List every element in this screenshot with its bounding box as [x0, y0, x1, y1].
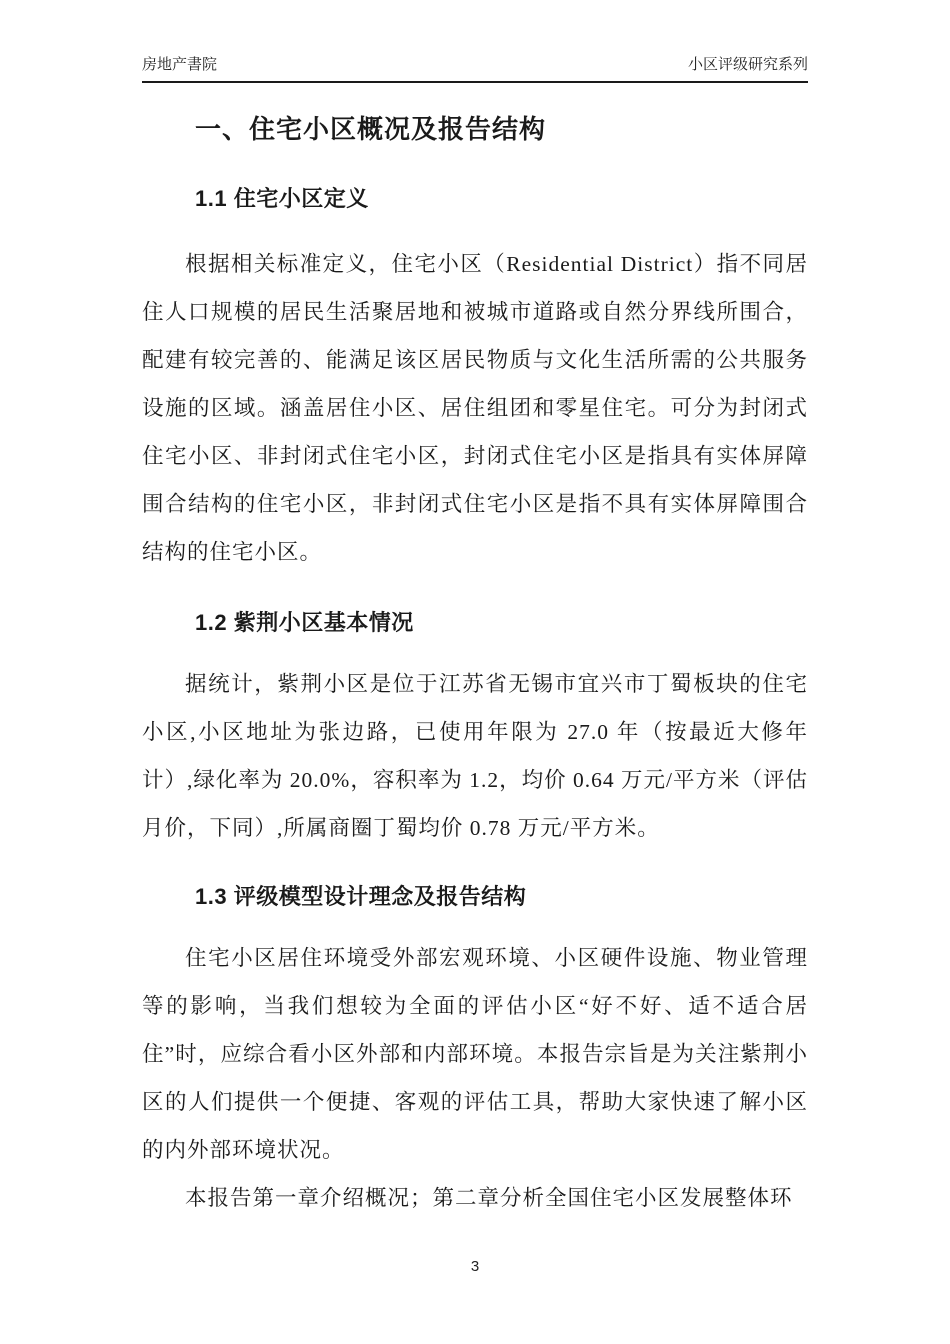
paragraph-model-concept: 住宅小区居住环境受外部宏观环境、小区硬件设施、物业管理等的影响，当我们想较为全面的评估小区“好不好、适不适合居住”时，应综合看小区外部和内部环境。本报告宗旨是为关注紫荆小区的人们提供一个便捷、客观的评估工具，帮助大家快速了解小区的内外部环境状况。	[142, 946, 808, 1162]
page-number: 3	[470, 1258, 480, 1275]
section-body-1-1	[142, 240, 808, 576]
page-header	[142, 56, 808, 83]
page-footer	[0, 1258, 950, 1275]
section-body-1-2	[142, 660, 808, 852]
section-body-1-3	[142, 934, 808, 1222]
section-heading-1-1: 1.1 住宅小区定义	[195, 186, 369, 211]
paragraph-definition: 根据相关标准定义，住宅小区（Residential District）指不同居住人口规模的居民生活聚居地和被城市道路或自然分界线所围合，配建有较完善的、能满足该区居民物质与文化生活所需的公共服务设施的区域。涵盖居住小区、居住组团和零星住宅。可分为封闭式住宅小区、非封闭式住宅小区，封闭式住宅小区是指具有实体屏障围合结构的住宅小区，非封闭式住宅小区是指不具有实体屏障围合结构的住宅小区。	[142, 252, 808, 564]
header-right-text: 小区评级研究系列	[687, 56, 808, 73]
section-heading-1-2: 1.2 紫荆小区基本情况	[195, 610, 414, 635]
section-heading-1-3: 1.3 评级模型设计理念及报告结构	[195, 884, 527, 909]
paragraph-basic-info: 据统计，紫荆小区是位于江苏省无锡市宜兴市丁蜀板块的住宅小区,小区地址为张边路，已使用年限为 27.0 年（按最近大修年计）,绿化率为 20.0%，容积率为 1.2，均价 0.64 万元/平方米（评估月价，下同）,所属商圈丁蜀均价 0.78 万元/平方米。	[142, 672, 808, 840]
paragraph-report-structure: 本报告第一章介绍概况；第二章分析全国住宅小区发展整体环	[185, 1186, 793, 1210]
page-title: 一、住宅小区概况及报告结构	[195, 114, 547, 144]
header-left-text: 房地产書院	[142, 56, 218, 73]
